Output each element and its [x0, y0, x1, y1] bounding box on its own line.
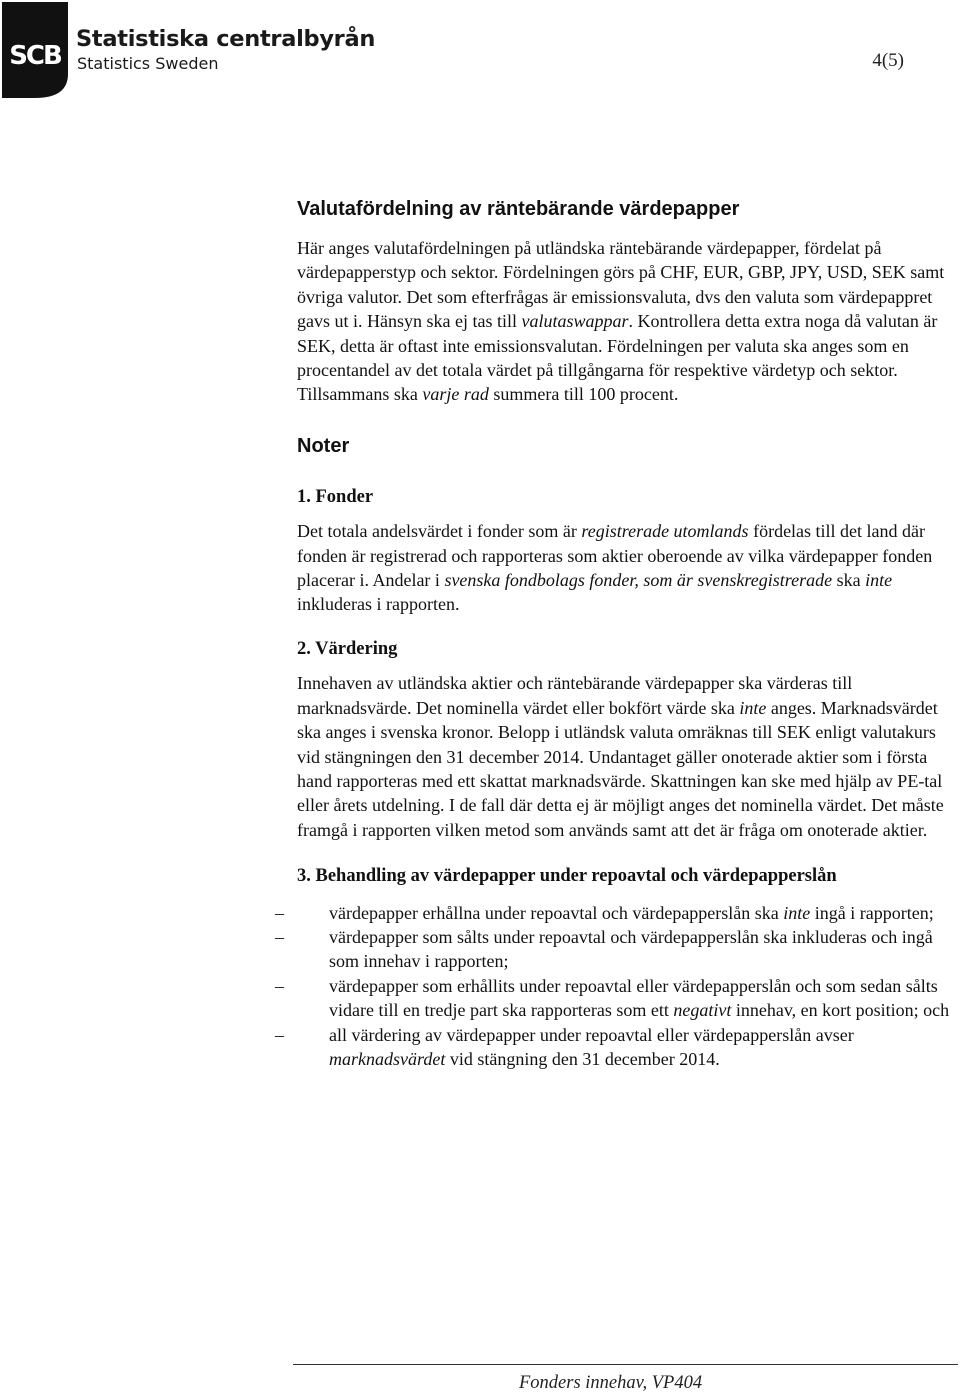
note-title: 1. Fonder	[297, 486, 374, 507]
section-heading-valutafordelning: Valutafördelning av räntebärande värdepapper	[297, 198, 740, 220]
list-item: – värdepapper som sålts under repoavtal och värdepapperslån ska inkluderas och ingå som innehav i rapporten;	[275, 926, 933, 972]
footer-divider	[293, 1364, 958, 1365]
repo-list	[275, 901, 957, 1072]
note-title: 2. Värdering	[297, 638, 398, 659]
note-title: 3. Behandling av värdepapper under repoavtal och värdepapperslån	[297, 866, 837, 887]
note-fonder	[297, 485, 957, 617]
list-item: – all värdering av värdepapper under repoavtal eller värdepapperslån avser marknadsvärdet vid stängning den 31 december 2014.	[275, 1024, 854, 1069]
list-item: – värdepapper erhållna under repoavtal och värdepapperslån ska inte ingå i rapporten;	[275, 902, 934, 923]
organization-name-english: Statistics Sweden	[77, 54, 219, 73]
note-paragraph: Det totala andelsvärdet i fonder som är registrerade utomlands fördelas till det land där fonden är registrerad och rapporteras som aktier oberoende av vilka värdepapper fonden placerar i. Andelar i svenska fondbolags fonder, som är svenskregistrerade ska inte inkluderas i rapporten.	[297, 521, 933, 615]
note-repoavtal	[275, 864, 957, 1071]
scb-logo-icon	[2, 2, 68, 98]
list-item: – värdepapper som erhållits under repoavtal eller värdepapperslån och som sedan sålts vidare till en tredje part ska rapporteras som ett negativt innehav, en kort position; och	[275, 975, 950, 1021]
section-heading-noter: Noter	[297, 434, 350, 457]
logo-text: SCB	[9, 41, 61, 71]
page-header	[0, 0, 960, 110]
document-body	[275, 196, 957, 1091]
note-vardering	[297, 637, 957, 842]
footer-document-title: Fonders innehav, VP404	[519, 1373, 703, 1393]
page-number: 4(5)	[872, 50, 904, 71]
valuta-paragraph: Här anges valutafördelningen på utländska räntebärande värdepapper, fördelat på värdepapperstyp och sektor. Fördelningen görs på CHF, EUR, GBP, JPY, USD, SEK samt övriga valutor. Det som efterfrågas är emissionsvaluta, dvs den valuta som värdepappret gavs ut i. Hänsyn ska ej tas till valutaswappar. Kontrollera detta extra noga då valutan är SEK, detta är oftast inte emissionsvalutan. Fördelningen per valuta ska anges som en procentandel av det totala värdet på tillgångarna för respektive värdetyp och sektor. Tillsammans ska varje rad summera till 100 procent.	[297, 238, 945, 405]
note-paragraph: Innehaven av utländska aktier och räntebärande värdepapper ska värderas till marknadsvärde. Det nominella värdet eller bokfört värde ska inte anges. Marknadsvärdet ska anges i svenska kronor. Belopp i utländsk valuta omräknas till SEK enligt valutakurs vid stängningen den 31 december 2014. Undantaget gäller onoterade aktier som i första hand rapporteras med ett skattat marknadsvärde. Skattningen kan ske med hjälp av PE-tal eller årets utdelning. I de fall där detta ej är möjligt anges det nominella värdet. Det måste framgå i rapporten vilken metod som används samt att det är fråga om onoterade aktier.	[297, 673, 944, 840]
organization-name: Statistiska centralbyrån	[76, 26, 376, 52]
